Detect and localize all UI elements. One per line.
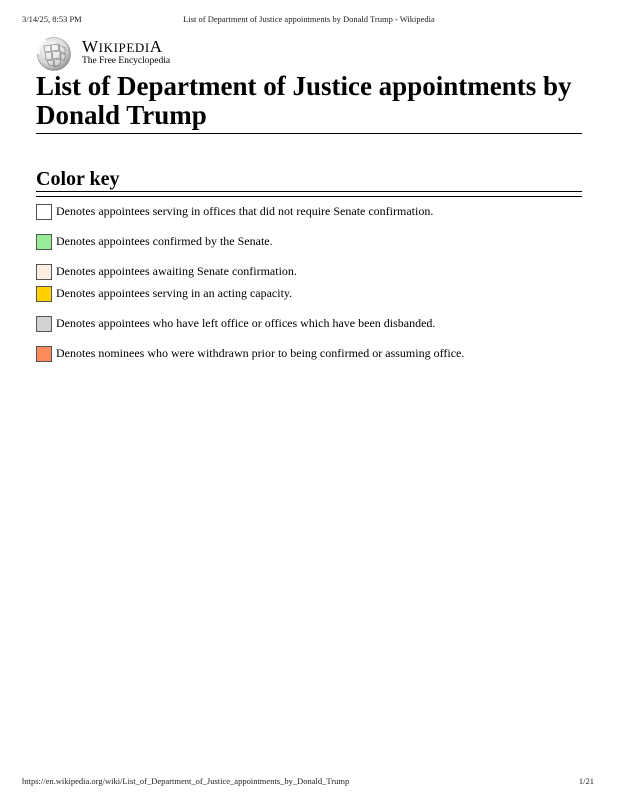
color-swatch bbox=[36, 204, 52, 220]
color-key-item bbox=[36, 204, 596, 220]
wordmark-initial: W bbox=[82, 37, 99, 56]
color-swatch bbox=[36, 264, 52, 280]
wikipedia-globe-icon bbox=[36, 36, 72, 72]
color-key-label: Denotes appointees awaiting Senate confirmation. bbox=[56, 264, 297, 278]
page-number: 1/21 bbox=[578, 776, 594, 786]
print-header bbox=[0, 14, 618, 28]
color-swatch bbox=[36, 234, 52, 250]
print-footer bbox=[0, 776, 618, 788]
color-key-label: Denotes appointees serving in offices that did not require Senate confirmation. bbox=[56, 204, 434, 218]
section-divider bbox=[36, 196, 582, 197]
wikipedia-wordmark bbox=[82, 38, 163, 57]
color-key-item bbox=[36, 234, 596, 250]
color-key-item bbox=[36, 286, 596, 302]
color-key-heading: Color key bbox=[36, 168, 120, 190]
wikipedia-logo[interactable] bbox=[36, 36, 216, 70]
color-key-item bbox=[36, 264, 596, 280]
print-datetime: 3/14/25, 8:53 PM bbox=[22, 14, 82, 24]
wordmark-final: A bbox=[149, 37, 163, 56]
title-divider bbox=[36, 133, 582, 134]
color-key-item bbox=[36, 316, 596, 332]
print-document-title: List of Department of Justice appointments by Donald Trump - Wikipedia bbox=[183, 14, 435, 24]
section-divider bbox=[36, 191, 582, 192]
color-key-label: Denotes appointees confirmed by the Senate. bbox=[56, 234, 273, 248]
color-swatch bbox=[36, 316, 52, 332]
wikipedia-tagline: The Free Encyclopedia bbox=[82, 56, 171, 66]
wordmark-smallcaps: IKIPEDI bbox=[98, 40, 150, 55]
color-key-item bbox=[36, 346, 596, 362]
color-key-label: Denotes appointees serving in an acting capacity. bbox=[56, 286, 293, 300]
color-swatch bbox=[36, 286, 52, 302]
color-swatch bbox=[36, 346, 52, 362]
page-title: List of Department of Justice appointments by Donald Trump bbox=[36, 71, 572, 130]
color-key-label: Denotes nominees who were withdrawn prior to being confirmed or assuming office. bbox=[56, 346, 465, 360]
color-key-label: Denotes appointees who have left office or offices which have been disbanded. bbox=[56, 316, 436, 330]
print-url: https://en.wikipedia.org/wiki/List_of_Department_of_Justice_appointments_by_Donald_Trump bbox=[22, 776, 350, 786]
